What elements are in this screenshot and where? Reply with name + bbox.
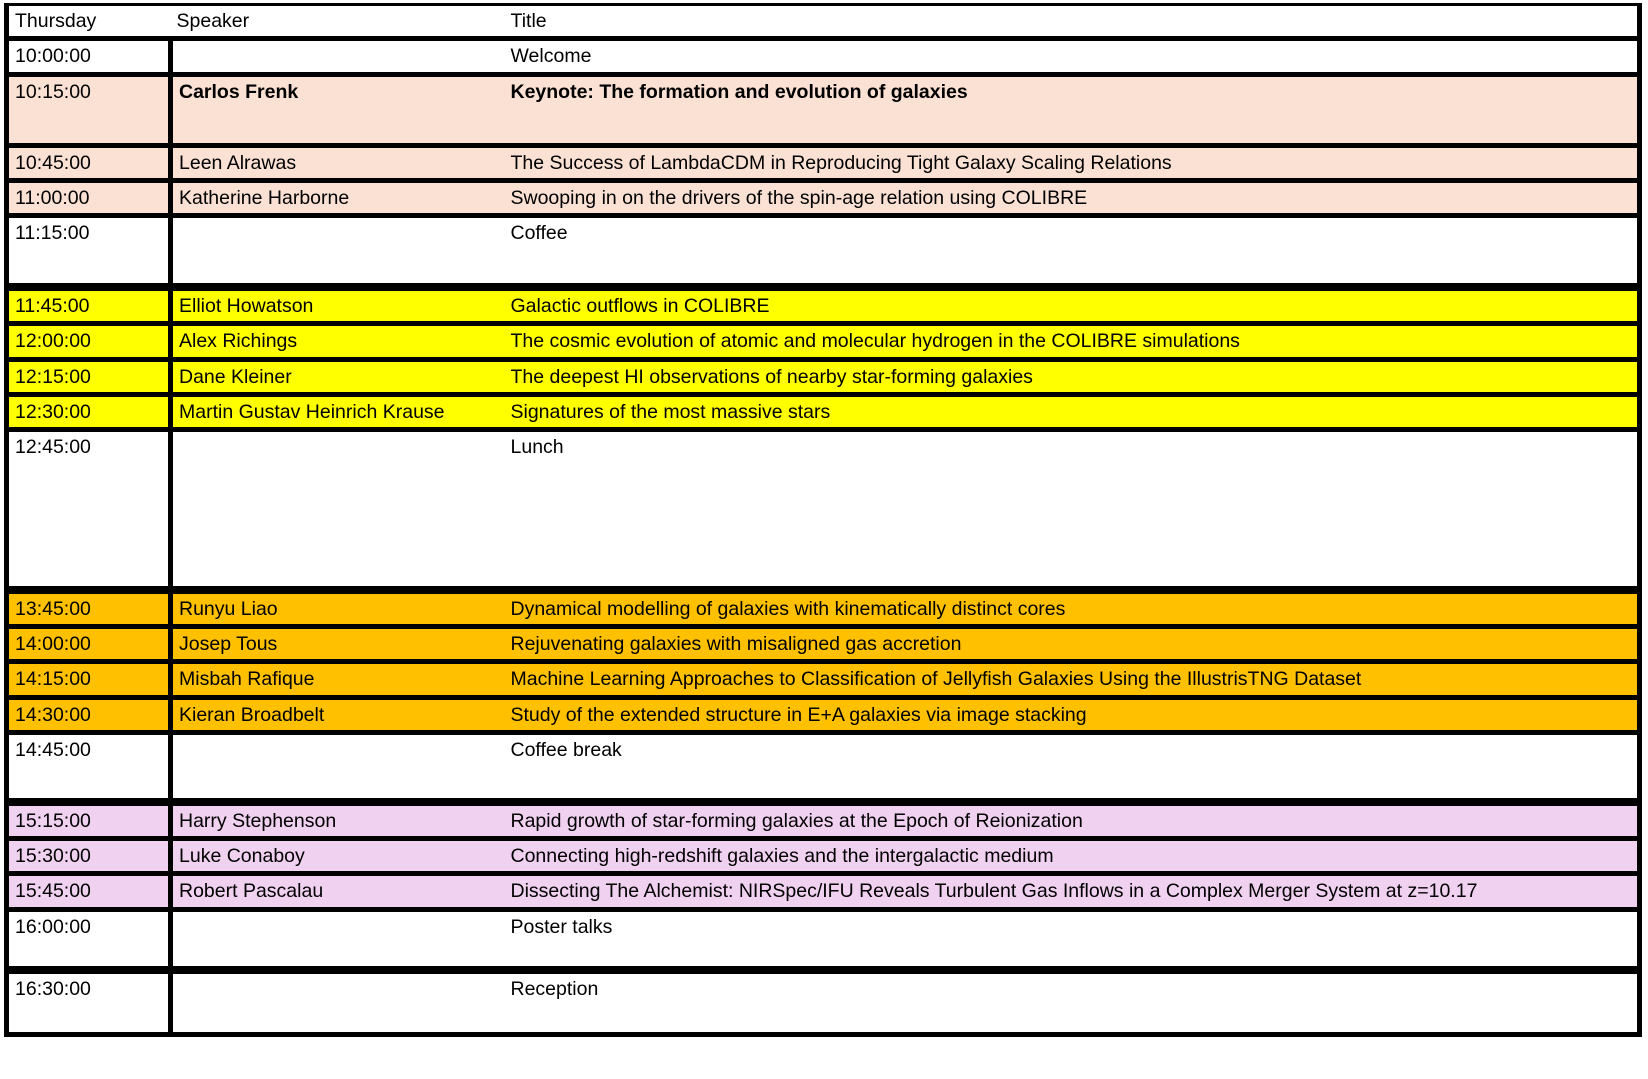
time-cell[interactable]: 11:15:00 bbox=[7, 216, 171, 287]
title-cell[interactable]: Machine Learning Approaches to Classification of Jellyfish Galaxies Using the IllustrisTNG Dataset bbox=[505, 662, 1640, 697]
table-row bbox=[7, 627, 1640, 662]
title-cell[interactable]: Study of the extended structure in E+A galaxies via image stacking bbox=[505, 697, 1640, 732]
title-cell[interactable]: Poster talks bbox=[505, 909, 1640, 970]
time-cell[interactable]: 11:45:00 bbox=[7, 287, 171, 324]
table-row bbox=[7, 74, 1640, 145]
title-cell[interactable]: Coffee break bbox=[505, 733, 1640, 802]
speaker-cell[interactable]: Leen Alrawas bbox=[171, 145, 505, 180]
title-cell[interactable]: Connecting high-redshift galaxies and the intergalactic medium bbox=[505, 838, 1640, 873]
time-cell[interactable]: 12:45:00 bbox=[7, 430, 171, 590]
speaker-cell[interactable]: Katherine Harborne bbox=[171, 181, 505, 216]
title-cell[interactable]: Dynamical modelling of galaxies with kinematically distinct cores bbox=[505, 590, 1640, 627]
speaker-cell[interactable] bbox=[171, 909, 505, 970]
speaker-cell[interactable]: Robert Pascalau bbox=[171, 874, 505, 909]
speaker-cell[interactable]: Harry Stephenson bbox=[171, 802, 505, 839]
title-cell[interactable]: Welcome bbox=[505, 39, 1640, 74]
speaker-cell[interactable]: Martin Gustav Heinrich Krause bbox=[171, 394, 505, 429]
title-cell[interactable]: The Success of LambdaCDM in Reproducing Tight Galaxy Scaling Relations bbox=[505, 145, 1640, 180]
table-row bbox=[7, 394, 1640, 429]
table-row bbox=[7, 697, 1640, 732]
speaker-cell[interactable]: Josep Tous bbox=[171, 627, 505, 662]
time-cell[interactable]: 14:15:00 bbox=[7, 662, 171, 697]
speaker-cell[interactable]: Carlos Frenk bbox=[171, 74, 505, 145]
title-cell[interactable]: Coffee bbox=[505, 216, 1640, 287]
title-cell[interactable]: Rapid growth of star-forming galaxies at the Epoch of Reionization bbox=[505, 802, 1640, 839]
title-cell[interactable]: The cosmic evolution of atomic and molecular hydrogen in the COLIBRE simulations bbox=[505, 324, 1640, 359]
title-cell[interactable]: Lunch bbox=[505, 430, 1640, 590]
time-cell[interactable]: 15:30:00 bbox=[7, 838, 171, 873]
table-row bbox=[7, 838, 1640, 873]
title-cell[interactable]: Reception bbox=[505, 970, 1640, 1034]
time-cell[interactable]: 12:30:00 bbox=[7, 394, 171, 429]
speaker-cell[interactable]: Kieran Broadbelt bbox=[171, 697, 505, 732]
title-cell[interactable]: Galactic outflows in COLIBRE bbox=[505, 287, 1640, 324]
table-row bbox=[7, 430, 1640, 590]
speaker-cell[interactable]: Runyu Liao bbox=[171, 590, 505, 627]
speaker-cell[interactable] bbox=[171, 39, 505, 74]
time-cell[interactable]: 16:00:00 bbox=[7, 909, 171, 970]
speaker-cell[interactable]: Alex Richings bbox=[171, 324, 505, 359]
column-header-day[interactable]: Thursday bbox=[7, 5, 171, 39]
time-cell[interactable]: 12:15:00 bbox=[7, 359, 171, 394]
time-cell[interactable]: 13:45:00 bbox=[7, 590, 171, 627]
table-row bbox=[7, 909, 1640, 970]
schedule-table bbox=[4, 3, 1642, 1037]
header-row bbox=[7, 5, 1640, 39]
table-row bbox=[7, 324, 1640, 359]
speaker-cell[interactable] bbox=[171, 430, 505, 590]
speaker-cell[interactable] bbox=[171, 970, 505, 1034]
speaker-cell[interactable] bbox=[171, 216, 505, 287]
speaker-cell[interactable]: Dane Kleiner bbox=[171, 359, 505, 394]
table-row bbox=[7, 970, 1640, 1034]
table-row bbox=[7, 733, 1640, 802]
title-cell[interactable]: Dissecting The Alchemist: NIRSpec/IFU Reveals Turbulent Gas Inflows in a Complex Merger System at z=10.17 bbox=[505, 874, 1640, 909]
table-row bbox=[7, 287, 1640, 324]
time-cell[interactable]: 10:00:00 bbox=[7, 39, 171, 74]
title-cell[interactable]: The deepest HI observations of nearby star-forming galaxies bbox=[505, 359, 1640, 394]
column-header-speaker[interactable]: Speaker bbox=[171, 5, 505, 39]
speaker-cell[interactable] bbox=[171, 733, 505, 802]
time-cell[interactable]: 15:15:00 bbox=[7, 802, 171, 839]
table-row bbox=[7, 802, 1640, 839]
table-row bbox=[7, 216, 1640, 287]
table-row bbox=[7, 874, 1640, 909]
time-cell[interactable]: 14:00:00 bbox=[7, 627, 171, 662]
speaker-cell[interactable]: Elliot Howatson bbox=[171, 287, 505, 324]
title-cell[interactable]: Rejuvenating galaxies with misaligned gas accretion bbox=[505, 627, 1640, 662]
title-cell[interactable]: Swooping in on the drivers of the spin-age relation using COLIBRE bbox=[505, 181, 1640, 216]
title-cell[interactable]: Keynote: The formation and evolution of galaxies bbox=[505, 74, 1640, 145]
table-row bbox=[7, 39, 1640, 74]
time-cell[interactable]: 14:30:00 bbox=[7, 697, 171, 732]
time-cell[interactable]: 15:45:00 bbox=[7, 874, 171, 909]
table-row bbox=[7, 590, 1640, 627]
time-cell[interactable]: 10:15:00 bbox=[7, 74, 171, 145]
time-cell[interactable]: 10:45:00 bbox=[7, 145, 171, 180]
speaker-cell[interactable]: Luke Conaboy bbox=[171, 838, 505, 873]
column-header-title[interactable]: Title bbox=[505, 5, 1640, 39]
table-row bbox=[7, 359, 1640, 394]
schedule-body bbox=[7, 39, 1640, 1034]
table-row bbox=[7, 145, 1640, 180]
time-cell[interactable]: 12:00:00 bbox=[7, 324, 171, 359]
speaker-cell[interactable]: Misbah Rafique bbox=[171, 662, 505, 697]
time-cell[interactable]: 11:00:00 bbox=[7, 181, 171, 216]
schedule-header bbox=[7, 5, 1640, 39]
title-cell[interactable]: Signatures of the most massive stars bbox=[505, 394, 1640, 429]
time-cell[interactable]: 14:45:00 bbox=[7, 733, 171, 802]
table-row bbox=[7, 181, 1640, 216]
table-row bbox=[7, 662, 1640, 697]
time-cell[interactable]: 16:30:00 bbox=[7, 970, 171, 1034]
